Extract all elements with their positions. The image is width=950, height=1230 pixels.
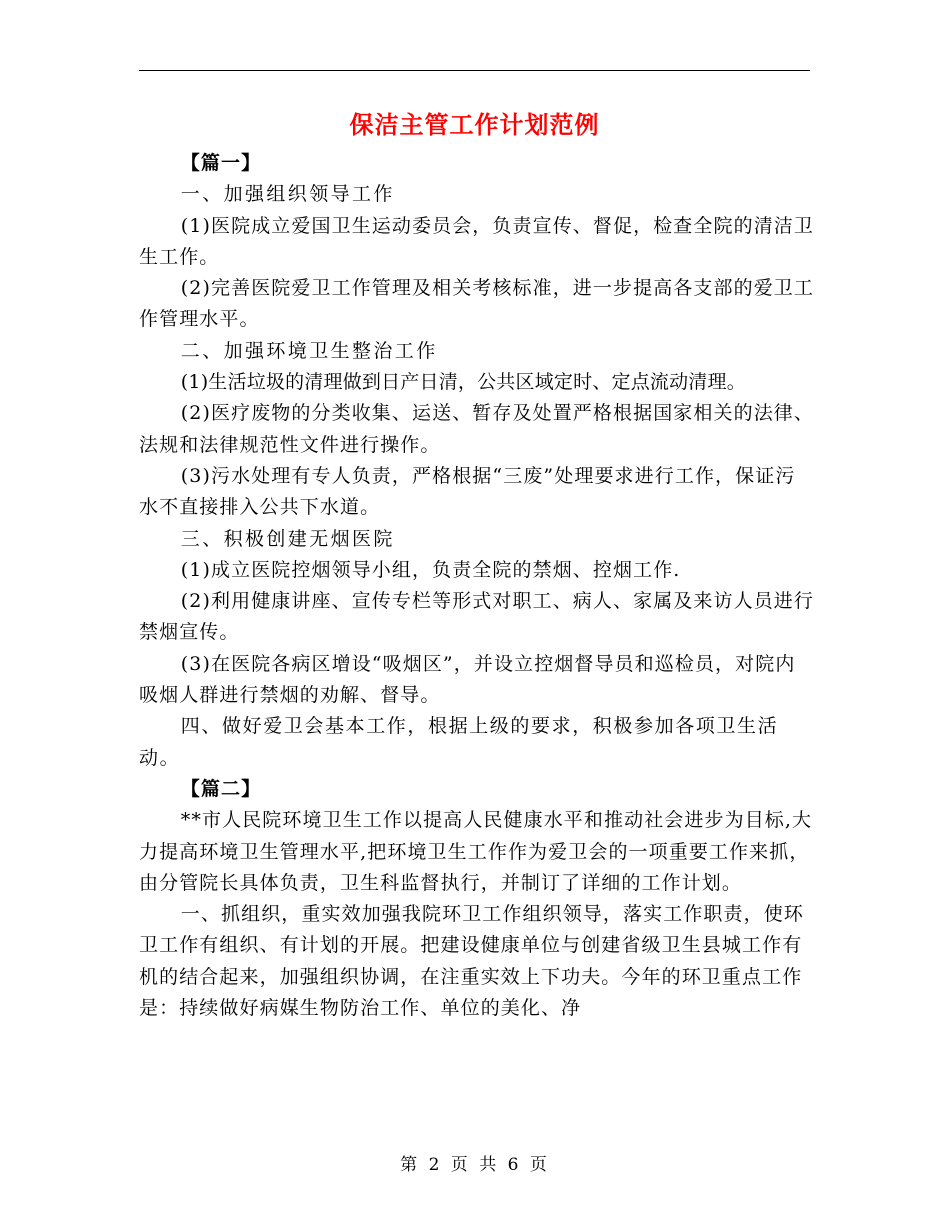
paragraph: (2)医疗废物的分类收集、运送、暂存及处置严格根据国家相关的法律、法规和法律规范性文件进行操作。 (139, 402, 815, 456)
heading-organization: 一、加强组织领导工作 (180, 183, 395, 206)
paragraph: (3)在医院各病区增设“吸烟区”，并设立控烟督导员和巡检员，对院内吸烟人群进行禁烟的劝解、督导。 (139, 652, 796, 707)
section-heading-part-two: 【篇二】 (180, 777, 262, 800)
heading-environment: 二、加强环境卫生整治工作 (180, 339, 438, 362)
paragraph: (3)污水处理有专人负责，严格根据“三废”处理要求进行工作，保证污水不直接排入公共下水道。 (139, 464, 796, 519)
header-rule (139, 70, 810, 71)
paragraph: (2)完善医院爱卫工作管理及相关考核标准，进一步提高各支部的爱卫工作管理水平。 (139, 277, 815, 331)
paragraph: **市人民院环境卫生工作以提高人民健康水平和推动社会进步为目标,大力提高环境卫生管理水平,把环境卫生工作作为爱卫会的一项重要工作来抓，由分管院长具体负责，卫生科监督执行，并制订了详细的工作计划。 (139, 809, 813, 894)
paragraph: (2)利用健康讲座、宣传专栏等形式对职工、病人、家属及来访人员进行禁烟宣传。 (139, 590, 815, 644)
paragraph: (1)成立医院控烟领导小组，负责全院的禁烟、控烟工作. (180, 558, 681, 581)
page-footer: 第 2 页 共 6 页 (400, 1155, 550, 1175)
document-body (139, 148, 814, 1024)
paragraph: 一、抓组织，重实效加强我院环卫工作组织领导，落实工作职责，使环卫工作有组织、有计划的开展。把建设健康单位与创建省级卫生县城工作有机的结合起来，加强组织协调，在注重实效上下功夫。今年的环卫重点工作是：持续做好病媒生物防治工作、单位的美化、净 (139, 903, 804, 1020)
heading-smoke-free: 三、积极创建无烟医院 (180, 527, 395, 550)
section-heading-part-one: 【篇一】 (180, 152, 262, 174)
paragraph: 四、做好爱卫会基本工作，根据上级的要求，积极参加各项卫生活动。 (139, 715, 779, 769)
paragraph: (1)医院成立爱国卫生运动委员会，负责宣传、督促，检查全院的清洁卫生工作。 (139, 214, 815, 268)
document-title: 保洁主管工作计划范例 (349, 111, 600, 139)
paragraph: (1)生活垃圾的清理做到日产日清，公共区域定时、定点流动清理。 (180, 371, 746, 394)
